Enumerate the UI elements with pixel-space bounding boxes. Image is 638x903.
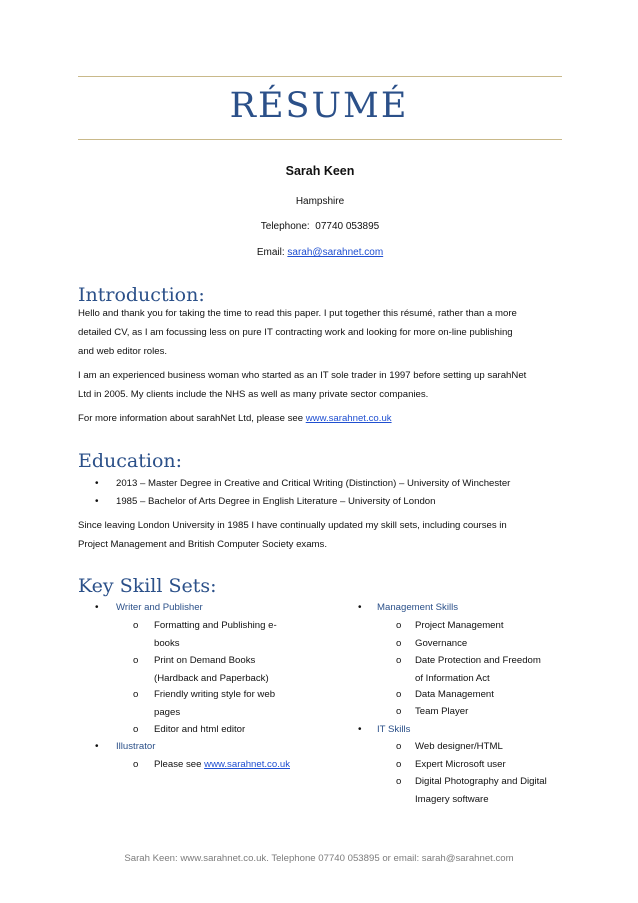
email-link[interactable]: sarah@sarahnet.com — [287, 247, 384, 258]
intro-paragraph-2 — [78, 366, 566, 404]
intro-line: and web editor roles. — [78, 346, 168, 357]
intro-line: Hello and thank you for taking the time to read this paper. I put together this résumé, rather than a more — [78, 308, 517, 319]
skill-subitem-line: Expert Microsoft user — [415, 759, 506, 770]
skill-subitem-line: Date Protection and Freedom — [415, 655, 541, 666]
skill-subitem — [133, 652, 313, 687]
circle-bullet-icon: o — [396, 655, 402, 666]
title-divider — [78, 139, 562, 140]
skill-subitem-line: Governance — [415, 638, 468, 649]
education-line: Since leaving London University in 1985 I have continually updated my skill sets, including courses in — [78, 520, 507, 531]
skill-subitem-line: Friendly writing style for web — [154, 689, 276, 700]
skill-subitem-line: Digital Photography and Digital — [415, 776, 547, 787]
skill-subitem-line: of Information Act — [415, 672, 490, 684]
contact-telephone — [240, 220, 400, 233]
skill-subitem-line: Formatting and Publishing e- — [154, 620, 277, 631]
see-text: Please see — [154, 759, 202, 770]
bullet-icon: • — [95, 478, 99, 489]
skill-illustrator-label: Illustrator — [116, 741, 156, 752]
circle-bullet-icon: o — [133, 724, 139, 735]
skill-subitem-line: Data Management — [415, 689, 494, 700]
skill-subitem-line: Imagery software — [415, 793, 489, 805]
circle-bullet-icon: o — [133, 759, 139, 770]
education-heading: Education: — [78, 450, 183, 472]
bullet-icon: • — [95, 496, 99, 507]
skill-subitem-line: pages — [154, 706, 181, 718]
skill-subitem — [133, 756, 333, 774]
contact-location: Hampshire — [295, 196, 345, 207]
circle-bullet-icon: o — [396, 706, 402, 717]
skill-writer-label: Writer and Publisher — [116, 602, 203, 613]
education-item-text: 2013 – Master Degree in Creative and Critical Writing (Distinction) – University of Winchester — [116, 478, 511, 489]
skill-subitem-line: Team Player — [415, 706, 469, 717]
skill-subitem — [133, 721, 313, 739]
skill-management-label: Management Skills — [377, 602, 459, 613]
skill-subitem-line: Editor and html editor — [154, 724, 246, 735]
bullet-icon: • — [358, 602, 362, 613]
circle-bullet-icon: o — [133, 655, 139, 666]
contact-name: Sarah Keen — [285, 164, 355, 178]
skill-subitem — [396, 617, 566, 635]
introduction-heading: Introduction: — [78, 284, 205, 306]
intro-line: Ltd in 2005. My clients include the NHS as well as many private sector companies. — [78, 389, 429, 400]
education-paragraph — [78, 516, 566, 554]
bullet-icon: • — [358, 724, 362, 735]
circle-bullet-icon: o — [396, 620, 402, 631]
circle-bullet-icon: o — [396, 741, 402, 752]
skill-subitem — [396, 652, 566, 687]
education-item-text: 1985 – Bachelor of Arts Degree in English Literature – University of London — [116, 496, 436, 507]
circle-bullet-icon: o — [396, 638, 402, 649]
contact-email — [240, 246, 400, 259]
website-link[interactable]: www.sarahnet.co.uk — [305, 413, 392, 424]
skill-subitem-line: Web designer/HTML — [415, 741, 503, 752]
skill-subitem — [133, 686, 313, 721]
intro-line: detailed CV, as I am focussing less on pure IT contracting work and looking for more on-line publishing — [78, 327, 513, 338]
telephone-label: Telephone: — [260, 221, 310, 232]
telephone-value: 07740 053895 — [315, 221, 380, 232]
skill-subitem — [396, 703, 566, 721]
skill-subitem-line: (Hardback and Paperback) — [154, 672, 269, 684]
education-line: Project Management and British Computer Society exams. — [78, 539, 328, 550]
intro-line: I am an experienced business woman who started as an IT sole trader in 1997 before setting up sarahNet — [78, 370, 527, 381]
page-title: RÉSUMÉ — [229, 86, 409, 126]
circle-bullet-icon: o — [396, 689, 402, 700]
circle-bullet-icon: o — [396, 759, 402, 770]
intro-paragraph-1 — [78, 304, 566, 361]
skill-it-label: IT Skills — [377, 724, 411, 735]
email-label: Email: — [256, 247, 285, 258]
skill-subitem — [133, 617, 313, 652]
circle-bullet-icon: o — [133, 689, 139, 700]
circle-bullet-icon: o — [133, 620, 139, 631]
bullet-icon: • — [95, 741, 99, 752]
skill-subitem — [396, 738, 566, 756]
bullet-icon: • — [95, 602, 99, 613]
skill-subitem — [396, 686, 566, 704]
illustrator-website-link[interactable]: www.sarahnet.co.uk — [204, 759, 290, 770]
top-divider — [78, 76, 562, 77]
more-info-text: For more information about sarahNet Ltd, please see — [78, 413, 304, 424]
skill-subitem-line: Print on Demand Books — [154, 655, 256, 666]
skill-subitem — [396, 635, 566, 653]
skill-subitem — [396, 756, 566, 774]
intro-more-info — [78, 409, 566, 428]
page-footer: Sarah Keen: www.sarahnet.co.uk. Telephone 07740 053895 or email: sarah@sarahnet.com — [124, 853, 514, 864]
circle-bullet-icon: o — [396, 776, 402, 787]
skill-subitem-line: Project Management — [415, 620, 504, 631]
skill-subitem-line: books — [154, 637, 180, 649]
skill-subitem — [396, 773, 566, 808]
skills-heading: Key Skill Sets: — [78, 575, 217, 597]
